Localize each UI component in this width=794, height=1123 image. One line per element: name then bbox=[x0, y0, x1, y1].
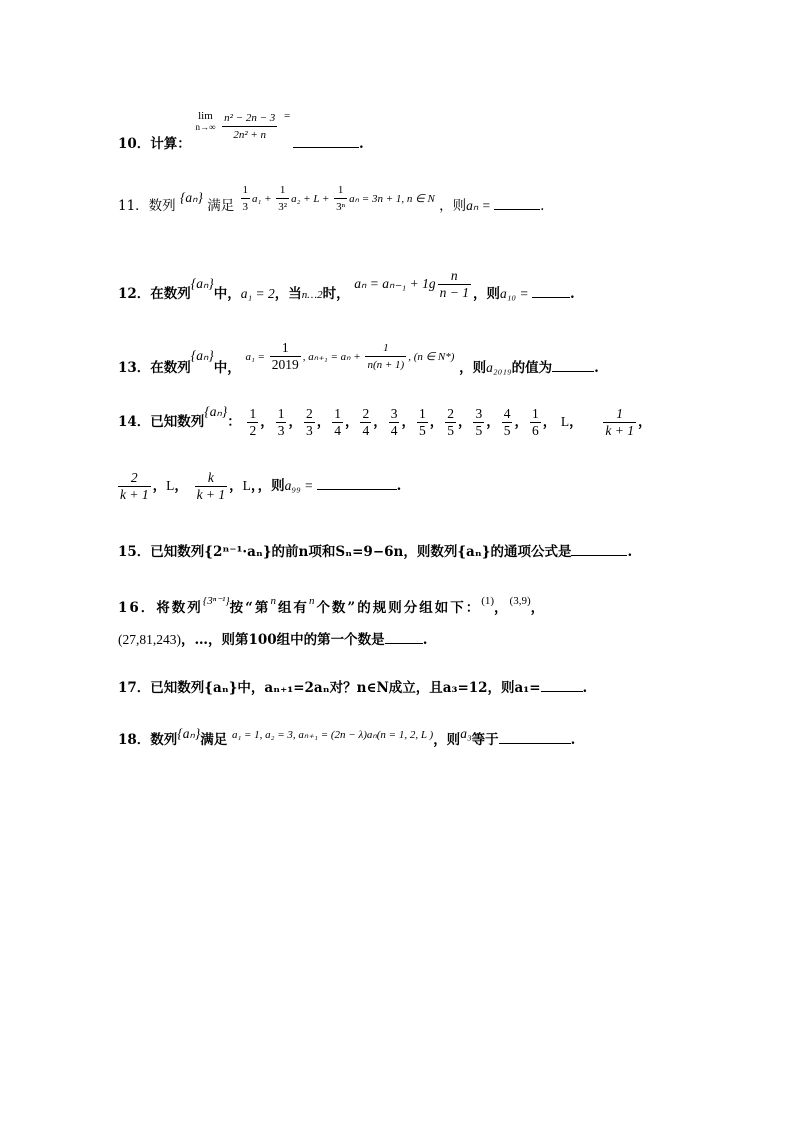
q14-label: 14．已知数列 bbox=[118, 414, 205, 430]
q14-answer-blank[interactable] bbox=[317, 477, 397, 490]
q11-sequence: {aₙ} bbox=[179, 190, 203, 205]
q13-a2019: a₂₀₁₉ bbox=[486, 360, 512, 375]
q14-sequence: {aₙ} bbox=[204, 404, 228, 419]
question-10 bbox=[118, 110, 364, 152]
q14-fraction: $\frac{2}{4}$ bbox=[362, 406, 370, 438]
q12-recurrence: aₙ = aₙ₋₁ + 1g bbox=[354, 276, 436, 291]
q18-sequence: {aₙ} bbox=[177, 726, 201, 741]
q14-frac-k3: $\frac{k}{k + 1}$ bbox=[196, 470, 226, 502]
q15-answer-blank[interactable] bbox=[571, 543, 627, 556]
q10-end: . bbox=[358, 136, 364, 152]
q18-a3: a₃ bbox=[460, 726, 472, 741]
q14-frac-k2: $\frac{2}{k + 1}$ bbox=[120, 470, 149, 502]
question-13: 13．在数列{aₙ}中， a₁ = $\frac{1}{2019}$ , aₙ₊₁ = aₙ + $\frac{1}{n(n + 1)}$ , (n ∈ N*) ，则a₂₀₁₉的值为 . bbox=[118, 340, 599, 376]
q13-frac-1: $\frac{1}{2019}$ bbox=[271, 340, 299, 372]
question-17: 17．已知数列{aₙ}中，aₙ₊₁=2aₙ对？n∈N成立，且a₃=12，则a₁= . bbox=[118, 680, 588, 696]
q12-answer-blank[interactable] bbox=[532, 285, 570, 298]
q18-expression: a₁ = 1, a₂ = 3, aₙ₊₁ = (2n − λ)aₙ(n = 1, 2, L ) bbox=[231, 729, 434, 741]
q12-a1: a₁ = 2 bbox=[240, 286, 275, 301]
q12-a10: a₁₀ = bbox=[499, 286, 532, 301]
question-15: 15．已知数列{2ⁿ⁻¹·aₙ}的前n项和Sₙ=9−6n，则数列{aₙ}的通项公式是 . bbox=[118, 544, 633, 560]
q14-fraction: $\frac{3}{5}$ bbox=[475, 406, 483, 438]
q13-a1: a₁ = bbox=[245, 351, 268, 363]
q16-sequence: {3ⁿ⁻¹} bbox=[202, 595, 230, 607]
q12-fraction: $\frac{n}{n - 1}$ bbox=[439, 268, 469, 300]
q14-fraction: $\frac{2}{5}$ bbox=[447, 406, 454, 438]
q14-fraction: $\frac{1}{3}$ bbox=[277, 406, 285, 438]
q13-answer-blank[interactable] bbox=[552, 359, 594, 372]
q12-condition: n…2 bbox=[301, 289, 323, 301]
q14-fraction: $\frac{1}{4}$ bbox=[334, 406, 341, 438]
question-18: 18．数列{aₙ}满足 a₁ = 1, a₂ = 3, aₙ₊₁ = (2n − λ)aₙ(n = 1, 2, L )，则a₃等于 . bbox=[118, 726, 576, 748]
question-11: 11．数列 {aₙ} 满足 $\frac{1}{3}$ a₁ + $\frac{1}{\text{3²}}$ a₂ + L + $\frac{1}{\text{3ⁿ}}$ aₙ = 3n + 1, n ∈ N ，则aₙ = . bbox=[118, 184, 545, 214]
q17-text: 17．已知数列{aₙ}中，aₙ₊₁=2aₙ对？n∈N成立，且a₃=12，则a₁= bbox=[118, 680, 541, 696]
q11-answer-blank[interactable] bbox=[494, 197, 540, 210]
q15-text: 15．已知数列{2ⁿ⁻¹·aₙ}的前n项和Sₙ=9−6n，则数列{aₙ}的通项公式是 bbox=[118, 544, 572, 560]
q12-label: 12．在数列 bbox=[118, 286, 191, 302]
q16-label: 16．将数列 bbox=[118, 600, 203, 616]
q16-group-3: (27,81,243) bbox=[118, 632, 181, 647]
q14-fraction: $\frac{1}{6}$ bbox=[531, 406, 539, 438]
q14-a99: a₉₉ = bbox=[284, 478, 317, 493]
q18-label: 18．数列 bbox=[118, 732, 178, 748]
q11-frac-1: $\frac{1}{3}$ bbox=[242, 184, 249, 213]
q10-lim: lim n→∞ bbox=[195, 110, 216, 132]
question-14: 14．已知数列{aₙ}： $\frac{1}{2}$ ， $\frac{1}{3}$ ， $\frac{2}{3}$ ， $\frac{1}{4}$ ， $\frac{2}{4}$ ， $\frac{3}{4}$ ， $\frac{1}{5}$ ， $\frac{2}{5}$ ， $\frac{3}{5}$ ， $\frac{4}{5}$ ， $\frac{1}{6}$ ， L， $\frac{1}{k + 1}$ ， bbox=[118, 404, 652, 438]
question-14-line-2: $\frac{2}{k + 1}$ ，L， $\frac{k}{k + 1}$ ，L，，则a₉₉ = . bbox=[120, 470, 402, 502]
q11-mid: 满足 bbox=[207, 198, 235, 214]
q14-fraction: $\frac{1}{5}$ bbox=[418, 406, 426, 438]
q17-answer-blank[interactable] bbox=[541, 679, 583, 692]
q13-frac-2: $\frac{1}{n(n + 1)}$ bbox=[367, 342, 405, 371]
q10-equals: = bbox=[283, 110, 293, 122]
q13-label: 13．在数列 bbox=[118, 360, 191, 376]
q11-then: ，则 bbox=[439, 198, 467, 214]
q10-answer-blank[interactable] bbox=[293, 135, 359, 148]
q10-label: 10．计算： bbox=[118, 136, 191, 152]
q11-label: 11．数列 bbox=[118, 198, 176, 214]
q11-frac-3: $\frac{1}{\text{3ⁿ}}$ bbox=[336, 184, 346, 213]
q11-frac-2: $\frac{1}{\text{3²}}$ bbox=[278, 184, 288, 213]
q14-fraction-list: $\frac{1}{2}$ ， $\frac{1}{3}$ ， $\frac{2}{3}$ ， $\frac{1}{4}$ ， $\frac{2}{4}$ ， $\frac{3}{4}$ ， $\frac{1}{5}$ ， $\frac{2}{5}$ ， $\frac{3}{5}$ ， $\frac{4}{5}$ ， $\frac{1}{6}$ ， bbox=[249, 406, 557, 438]
q16-group-2: (3,9) bbox=[509, 595, 531, 607]
q14-fraction: $\frac{1}{2}$ bbox=[249, 406, 257, 438]
q14-fraction: $\frac{2}{3}$ bbox=[305, 406, 313, 438]
q10-fraction: $\frac{\text{n² − 2n − 3}}{\text{2n² + n}}$ bbox=[224, 112, 276, 141]
q12-sequence: {aₙ} bbox=[190, 276, 214, 291]
q11-an: aₙ = bbox=[466, 198, 495, 213]
q18-answer-blank[interactable] bbox=[499, 731, 571, 744]
question-12: 12．在数列{aₙ}中，a₁ = 2，当$_{n\dots 2}$时， aₙ = aₙ₋₁ + 1g $\frac{n}{n - 1}$ ，则a₁₀ = . bbox=[118, 268, 575, 302]
q14-frac-k1: $\frac{1}{k + 1}$ bbox=[605, 406, 634, 438]
q16-answer-blank[interactable] bbox=[385, 631, 423, 644]
question-16-line-2: (27,81,243)，…，则第100组中的第一个数是 . bbox=[118, 632, 428, 648]
question-16: 16．将数列{3ⁿ⁻¹}按“第n组有n个数”的规则分组如下：(1)，(3,9)， bbox=[118, 595, 547, 616]
q14-fraction: $\frac{4}{5}$ bbox=[503, 406, 511, 438]
q16-group-1: (1) bbox=[481, 595, 495, 607]
q13-sequence: {aₙ} bbox=[190, 348, 214, 363]
q14-fraction: $\frac{3}{4}$ bbox=[390, 406, 398, 438]
